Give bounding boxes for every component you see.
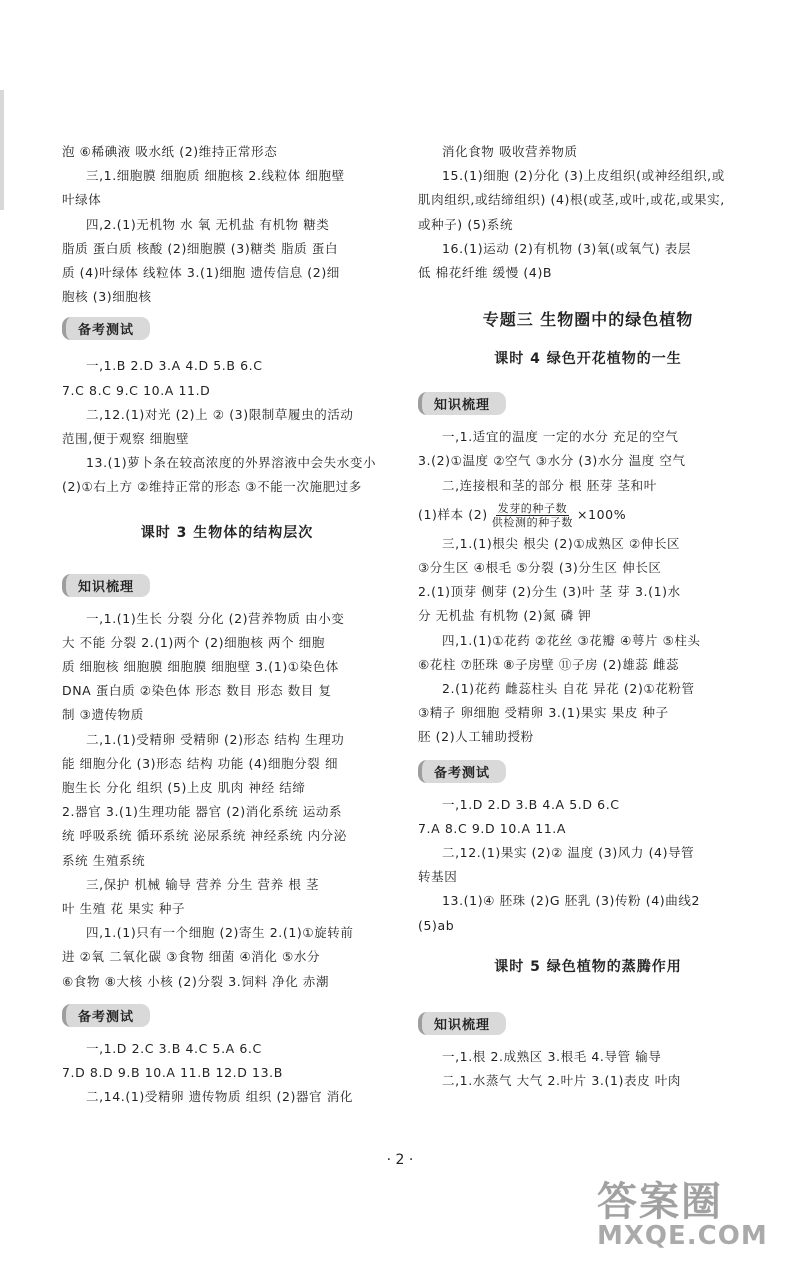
formula-suffix: ×100% (577, 506, 627, 522)
text-line: 四,2.(1)无机物 水 氧 无机盐 有机物 糖类 (86, 216, 330, 232)
text-line: 13.(1)④ 胚珠 (2)G 胚乳 (3)传粉 (4)曲线2 (442, 893, 701, 909)
text-line: 一,1.B 2.D 3.A 4.D 5.B 6.C (86, 358, 263, 374)
text-line: 泡 ⑥稀碘液 吸水纸 (2)维持正常形态 (62, 144, 278, 159)
text-line: 二,1.(1)受精卵 受精卵 (2)形态 结构 生理功 (86, 731, 345, 747)
lesson-title: 课时 5 绿色植物的蒸腾作用 (494, 958, 682, 975)
text-line: 一,1.(1)生长 分裂 分化 (2)营养物质 由小变 (86, 610, 345, 626)
text-line: 7.C 8.C 9.C 10.A 11.D (62, 382, 211, 398)
text-line: 三,1.(1)根尖 根尖 (2)①成熟区 ②伸长区 (442, 535, 681, 551)
text-line: 7.D 8.D 9.B 10.A 11.B 12.D 13.B (62, 1065, 283, 1081)
text-line: 3.(2)①温度 ②空气 ③水分 (3)水分 温度 空气 (418, 453, 686, 469)
text-line: 三,1.细胞膜 细胞质 细胞核 2.线粒体 细胞壁 (86, 168, 345, 184)
text-line: 胚 (2)人工辅助授粉 (418, 729, 534, 745)
topic-title: 专题三 生物圈中的绿色植物 (482, 310, 694, 330)
text-line: 一,1.D 2.D 3.B 4.A 5.D 6.C (442, 796, 620, 812)
text-line: 16.(1)运动 (2)有机物 (3)氧(或氧气) 表层 (442, 240, 691, 256)
text-line: (2)①右上方 ②维持正常的形态 ③不能一次施肥过多 (62, 479, 362, 495)
text-line: 叶 生殖 花 果实 种子 (62, 901, 186, 917)
text-line: 二,12.(1)果实 (2)② 温度 (3)风力 (4)导管 (442, 845, 695, 861)
text-line: 15.(1)细胞 (2)分化 (3)上皮组织(或神经组织,或 (442, 168, 725, 184)
text-line: 能 细胞分化 (3)形态 结构 功能 (4)细胞分裂 细 (62, 755, 339, 771)
text-line: 二,连接根和茎的部分 根 胚芽 茎和叶 (442, 477, 657, 493)
text-line: 质 细胞核 细胞膜 细胞膜 细胞壁 3.(1)①染色体 (62, 659, 339, 675)
text-line: ③分生区 ④根毛 ⑤分裂 (3)分生区 伸长区 (418, 560, 662, 576)
text-line: 2.(1)花药 雌蕊柱头 自花 异花 (2)①花粉管 (442, 681, 695, 697)
text-line: 7.A 8.C 9.D 10.A 11.A (418, 820, 567, 836)
text-line: 范围,便于观察 细胞壁 (62, 431, 190, 447)
right-column (418, 140, 758, 1093)
text-line: 大 不能 分裂 2.(1)两个 (2)细胞核 两个 细胞 (62, 634, 325, 650)
text-line: ⑥食物 ⑧大核 小核 (2)分裂 3.饲料 净化 赤潮 (62, 973, 330, 989)
text-line: 系统 生殖系统 (62, 852, 146, 868)
text-line: 消化食物 吸收营养物质 (442, 144, 578, 159)
lesson-title: 课时 4 绿色开花植物的一生 (494, 351, 682, 368)
text-line: 质 (4)叶绿体 线粒体 3.(1)细胞 遗传信息 (2)细 (62, 265, 340, 281)
text-line: 二,14.(1)受精卵 遗传物质 组织 (2)器官 消化 (86, 1089, 353, 1105)
text-line: 胞核 (3)细胞核 (62, 289, 152, 305)
text-line: ⑥花柱 ⑦胚珠 ⑧子房壁 ⑪子房 (2)雄蕊 雌蕊 (418, 656, 680, 672)
text-line: 肌肉组织,或结缔组织) (4)根(或茎,或叶,或花,或果实, (418, 192, 725, 208)
fraction-denominator: 供检测的种子数 (491, 515, 573, 529)
text-line: 脂质 蛋白质 核酸 (2)细胞膜 (3)糖类 脂质 蛋白 (62, 240, 339, 256)
text-line: 低 棉花纤维 缓慢 (4)B (418, 265, 553, 281)
text-line: 三,保护 机械 输导 营养 分生 营养 根 茎 (86, 876, 320, 892)
watermark-text-top: 答案圈 (597, 1178, 723, 1225)
section-tag-exam-test: 备考测试 (418, 760, 506, 783)
text-line: 转基因 (418, 869, 458, 885)
text-line: 一,1.适宜的温度 一定的水分 充足的空气 (442, 429, 679, 445)
text-line: (5)ab (418, 917, 455, 933)
section-tag-exam-test: 备考测试 (62, 317, 150, 340)
watermark-logo (597, 1170, 782, 1254)
text-line: 胞生长 分化 组织 (5)上皮 肌肉 神经 结缔 (62, 780, 306, 796)
lesson-title: 课时 3 生物体的结构层次 (140, 524, 314, 541)
text-line: DNA 蛋白质 ②染色体 形态 数目 形态 数目 复 (62, 683, 332, 699)
text-line: 或种子) (5)系统 (418, 216, 514, 232)
page-edge-shadow (0, 90, 4, 210)
text-line: 13.(1)萝卜条在较高浓度的外界溶液中会失水变小 (86, 455, 377, 471)
left-column (62, 140, 392, 1110)
section-tag-knowledge: 知识梳理 (62, 574, 150, 597)
formula-prefix: (1)样本 (2) (418, 506, 488, 522)
formula-line (418, 498, 758, 532)
germination-rate-fraction (490, 502, 575, 529)
text-line: 分 无机盐 有机物 (2)氮 磷 钾 (418, 608, 592, 624)
text-line: 2.器官 3.(1)生理功能 器官 (2)消化系统 运动系 (62, 804, 343, 820)
section-tag-exam-test: 备考测试 (62, 1004, 150, 1027)
text-line: 制 ③遗传物质 (62, 707, 144, 723)
text-line: 2.(1)顶芽 侧芽 (2)分生 (3)叶 茎 芽 3.(1)水 (418, 584, 681, 600)
text-line: 四,1.(1)只有一个细胞 (2)寄生 2.(1)①旋转前 (86, 925, 354, 941)
text-line: 一,1.根 2.成熟区 3.根毛 4.导管 输导 (442, 1048, 662, 1064)
fraction-numerator: 发芽的种子数 (497, 501, 568, 515)
text-line: ③精子 卵细胞 受精卵 3.(1)果实 果皮 种子 (418, 705, 669, 721)
text-line: 二,1.水蒸气 大气 2.叶片 3.(1)表皮 叶肉 (442, 1073, 681, 1089)
text-line: 叶绿体 (62, 192, 102, 208)
watermark-text-bottom: MXQE.COM (597, 1221, 768, 1251)
page-number: · 2 · (386, 1152, 414, 1168)
text-line: 四,1.(1)①花药 ②花丝 ③花瓣 ④萼片 ⑤柱头 (442, 632, 701, 648)
text-line: 统 呼吸系统 循环系统 泌尿系统 神经系统 内分泌 (62, 828, 347, 844)
text-line: 进 ②氧 二氧化碳 ③食物 细菌 ④消化 ⑤水分 (62, 949, 321, 965)
section-tag-knowledge: 知识梳理 (418, 1012, 506, 1035)
text-line: 一,1.D 2.C 3.B 4.C 5.A 6.C (86, 1040, 262, 1056)
section-tag-knowledge: 知识梳理 (418, 392, 506, 415)
text-line: 二,12.(1)对光 (2)上 ② (3)限制草履虫的活动 (86, 406, 354, 422)
